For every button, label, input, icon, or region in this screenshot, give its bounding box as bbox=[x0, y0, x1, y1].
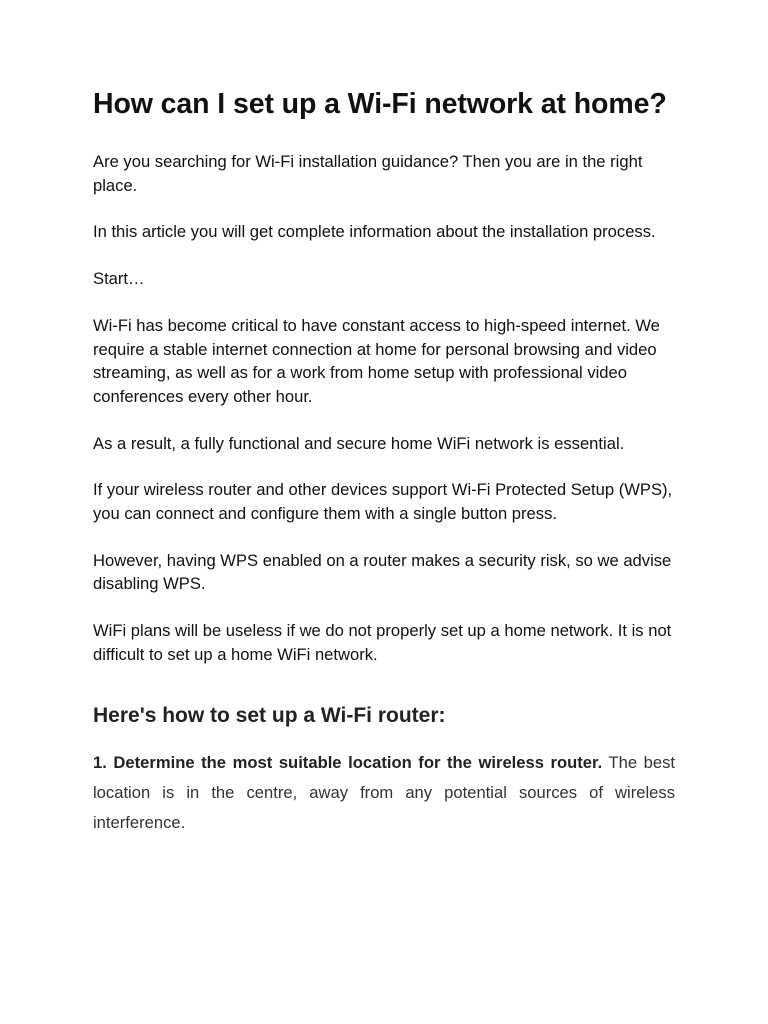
step-item bbox=[93, 748, 675, 839]
article-paragraph: As a result, a fully functional and secure home WiFi network is essential. bbox=[93, 433, 625, 453]
article-paragraph: If your wireless router and other devices support Wi-Fi Protected Setup (WPS), you can connect and configure them with a single button press. bbox=[93, 480, 673, 524]
step-description: The best location is in the centre, away from any potential sources of wireless interference. bbox=[93, 752, 675, 833]
article-paragraph: However, having WPS enabled on a router makes a security risk, so we advise disabling WPS. bbox=[93, 550, 672, 594]
article-paragraph: In this article you will get complete information about the installation process. bbox=[93, 222, 656, 242]
article-title: How can I set up a Wi-Fi network at home? bbox=[93, 88, 667, 120]
section-heading: Here's how to set up a Wi-Fi router: bbox=[93, 703, 446, 727]
article bbox=[93, 84, 675, 838]
step-title: 1. Determine the most suitable location for the wireless router. bbox=[93, 752, 603, 772]
article-paragraph: Are you searching for Wi-Fi installation guidance? Then you are in the right place. bbox=[93, 152, 643, 195]
article-paragraph: Wi-Fi has become critical to have constant access to high-speed internet. We require a stable internet connection at home for personal browsing and video streaming, as well as for a work from home setup with professional video conferences every other hour. bbox=[93, 315, 660, 406]
article-paragraph: Start… bbox=[93, 269, 145, 289]
article-paragraph: WiFi plans will be useless if we do not properly set up a home network. It is not difficult to set up a home WiFi network. bbox=[93, 621, 672, 664]
